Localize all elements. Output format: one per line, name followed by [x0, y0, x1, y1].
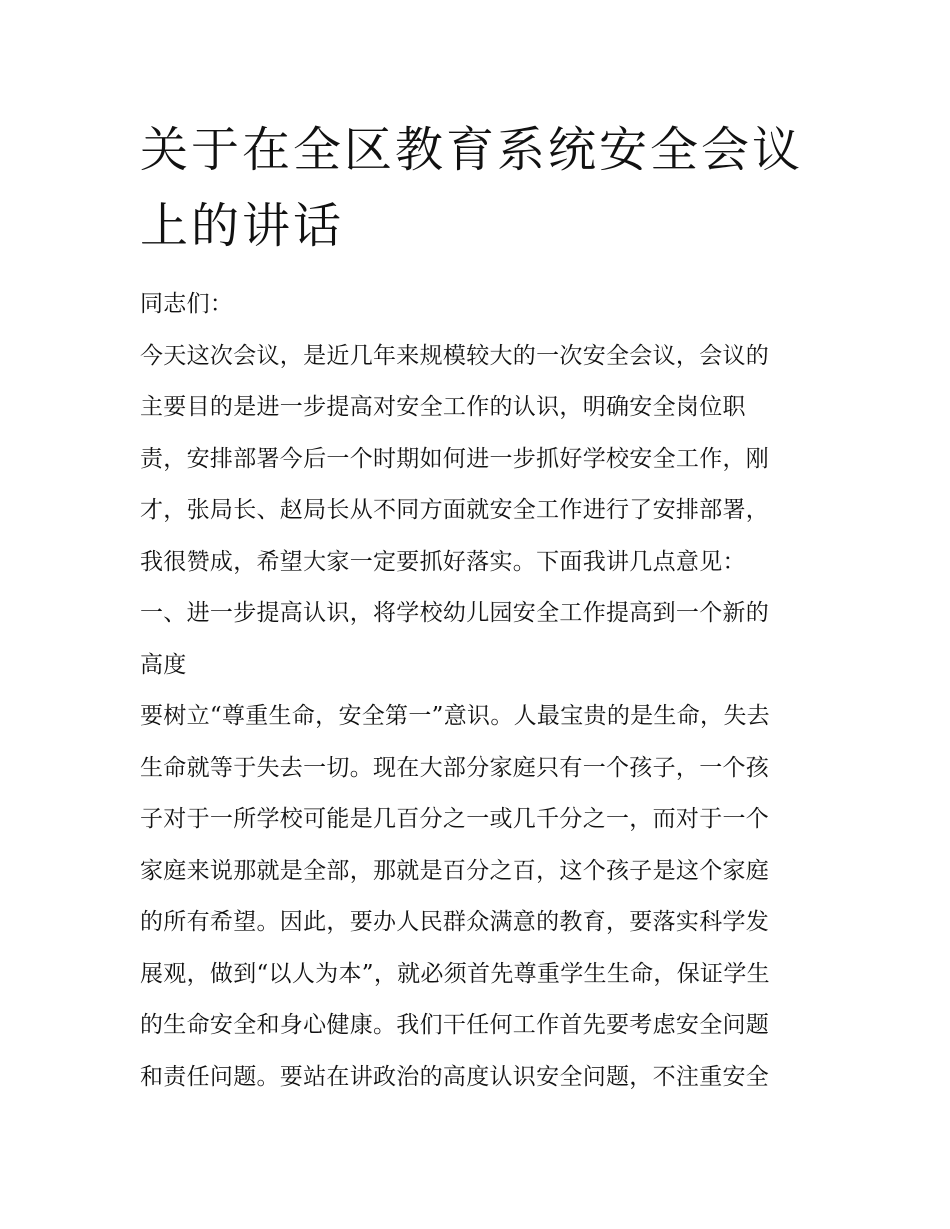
body-line: 生命就等于失去一切。现在大部分家庭只有一个孩子，一个孩 [140, 754, 770, 781]
salutation: 同志们： [140, 291, 234, 317]
body-line: 才，张局长、赵局长从不同方面就安全工作进行了安排部署， [140, 497, 770, 523]
title-line-1: 关于在全区教育系统安全会议 [140, 122, 804, 178]
body-line: 的所有希望。因此，要办人民群众满意的教育，要落实科学发 [140, 909, 770, 935]
section-heading-line: 一、进一步提高认识，将学校幼儿园安全工作提高到一个新的 [140, 600, 770, 626]
body-line: 子对于一所学校可能是几百分之一或几千分之一，而对于一个 [140, 806, 770, 832]
body-line: 今天这次会议，是近几年来规模较大的一次安全会议，会议的 [140, 342, 770, 369]
section-heading-line: 高度 [140, 651, 187, 678]
body-line: 展观，做到“以人为本”，就必须首先尊重学生生命，保证学生 [140, 960, 770, 987]
body-line: 主要目的是进一步提高对安全工作的认识，明确安全岗位职 [140, 394, 746, 420]
body-line: 要树立“尊重生命，安全第一”意识。人最宝贵的是生命，失去 [140, 703, 770, 729]
body-line: 的生命安全和身心健康。我们干任何工作首先要考虑安全问题 [140, 1012, 770, 1038]
title-line-2: 上的讲话 [140, 198, 345, 254]
body-line: 责，安排部署今后一个时期如何进一步抓好学校安全工作，刚 [140, 445, 770, 472]
document-title [140, 112, 820, 264]
body-line: 家庭来说那就是全部，那就是百分之百，这个孩子是这个家庭 [140, 857, 770, 884]
body-line: 和责任问题。要站在讲政治的高度认识安全问题，不注重安全 [140, 1063, 770, 1090]
document-body [140, 279, 820, 1103]
body-line: 我很赞成，希望大家一定要抓好落实。下面我讲几点意见： [140, 548, 746, 575]
